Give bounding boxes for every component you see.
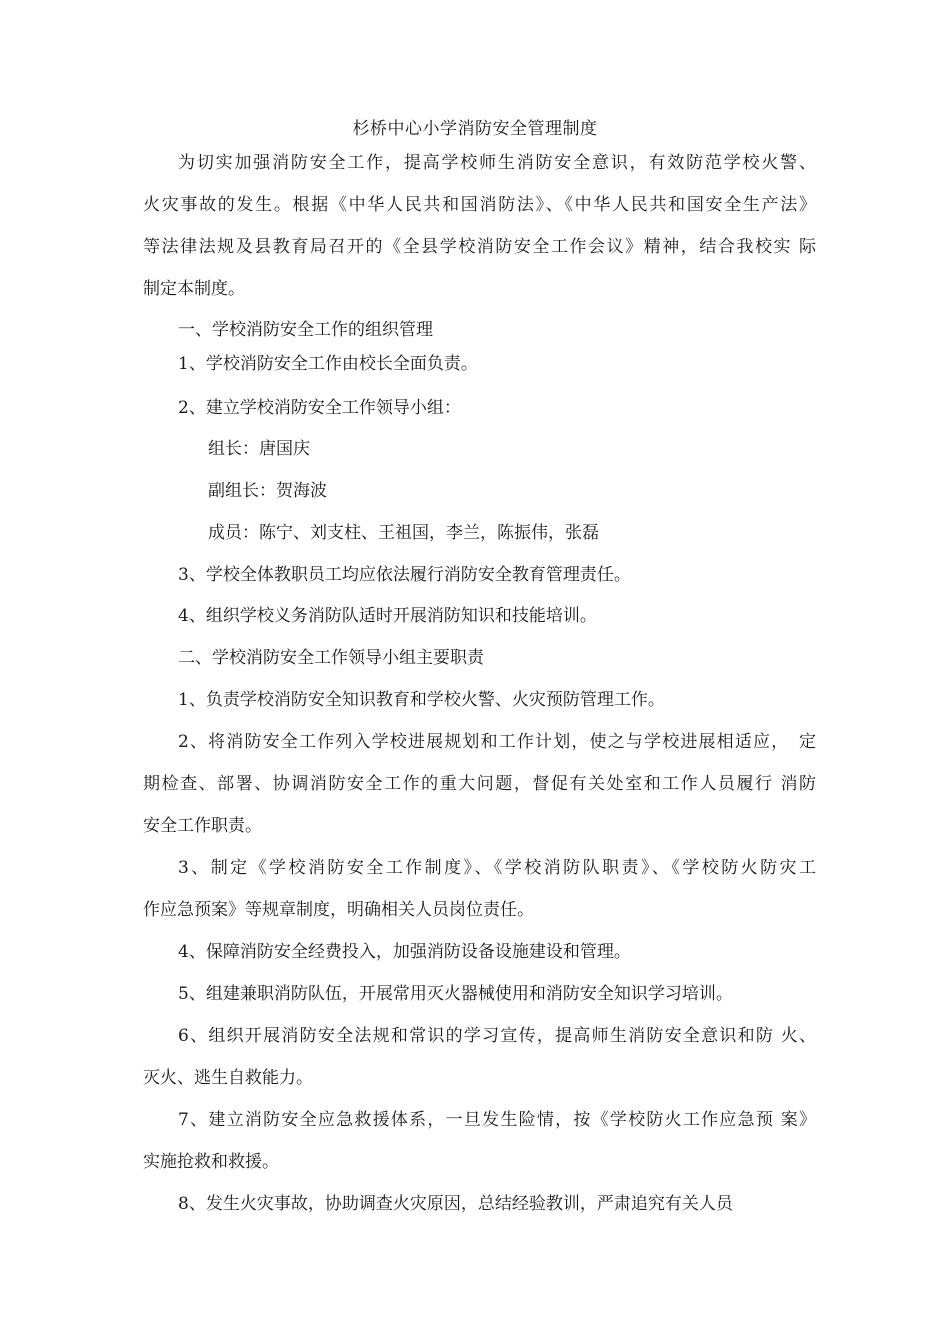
member-line: 副组长：贺海波 bbox=[208, 481, 327, 501]
list-item: 2、建立学校消防安全工作领导小组： bbox=[178, 398, 461, 418]
section-heading: 二、学校消防安全工作领导小组主要职责 bbox=[178, 648, 484, 668]
list-item: 8、发生火灾事故，协助调查火灾原因，总结经验教训，严肃追究有关人员 bbox=[178, 1194, 733, 1214]
list-item: 7、建立消防安全应急救援体系，一旦发生险情，按《学校防火工作应急预 案》 bbox=[178, 1110, 816, 1130]
document-title: 杉桥中心小学消防安全管理制度 bbox=[352, 119, 598, 139]
paragraph-line: 等法律法规及县教育局召开的《全县学校消防安全工作会议》精神，结合我校实 际 bbox=[143, 237, 816, 257]
paragraph-line: 火灾事故的发生。根据《中华人民共和国消防法》、《中华人民共和国安全生产法》 bbox=[143, 195, 816, 215]
list-item: 6、组织开展消防安全法规和常识的学习宣传，提高师生消防安全意识和防 火、 bbox=[178, 1026, 816, 1046]
paragraph-line: 为切实加强消防安全工作，提高学校师生消防安全意识，有效防范学校火警、 bbox=[178, 153, 816, 173]
list-item: 3、制定《学校消防安全工作制度》、《学校消防队职责》、《学校防火防灾工 bbox=[178, 858, 816, 878]
paragraph-line: 制定本制度。 bbox=[143, 279, 245, 299]
section-heading: 一、学校消防安全工作的组织管理 bbox=[178, 320, 433, 340]
paragraph-line: 灭火、逃生自救能力。 bbox=[143, 1068, 313, 1088]
list-item: 2、将消防安全工作列入学校进展规划和工作计划，使之与学校进展相适应， 定 bbox=[178, 732, 816, 752]
paragraph-line: 实施抢救和救援。 bbox=[143, 1152, 279, 1172]
paragraph-line: 安全工作职责。 bbox=[143, 816, 262, 836]
list-item: 5、组建兼职消防队伍，开展常用灭火器械使用和消防安全知识学习培训。 bbox=[178, 984, 733, 1004]
member-line: 成员：陈宁、刘支柱、王祖国，李兰，陈振伟，张磊 bbox=[208, 523, 599, 543]
member-line: 组长：唐国庆 bbox=[208, 439, 310, 459]
paragraph-line: 期检查、部署、协调消防安全工作的重大问题，督促有关处室和工作人员履行 消防 bbox=[143, 774, 816, 794]
list-item: 3、学校全体教职员工均应依法履行消防安全教育管理责任。 bbox=[178, 565, 631, 585]
paragraph-line: 作应急预案》等规章制度，明确相关人员岗位责任。 bbox=[143, 900, 534, 920]
list-item: 1、学校消防安全工作由校长全面负责。 bbox=[178, 354, 478, 374]
list-item: 1、负责学校消防安全知识教育和学校火警、火灾预防管理工作。 bbox=[178, 690, 665, 710]
list-item: 4、保障消防安全经费投入，加强消防设备设施建设和管理。 bbox=[178, 942, 631, 962]
list-item: 4、组织学校义务消防队适时开展消防知识和技能培训。 bbox=[178, 606, 597, 626]
